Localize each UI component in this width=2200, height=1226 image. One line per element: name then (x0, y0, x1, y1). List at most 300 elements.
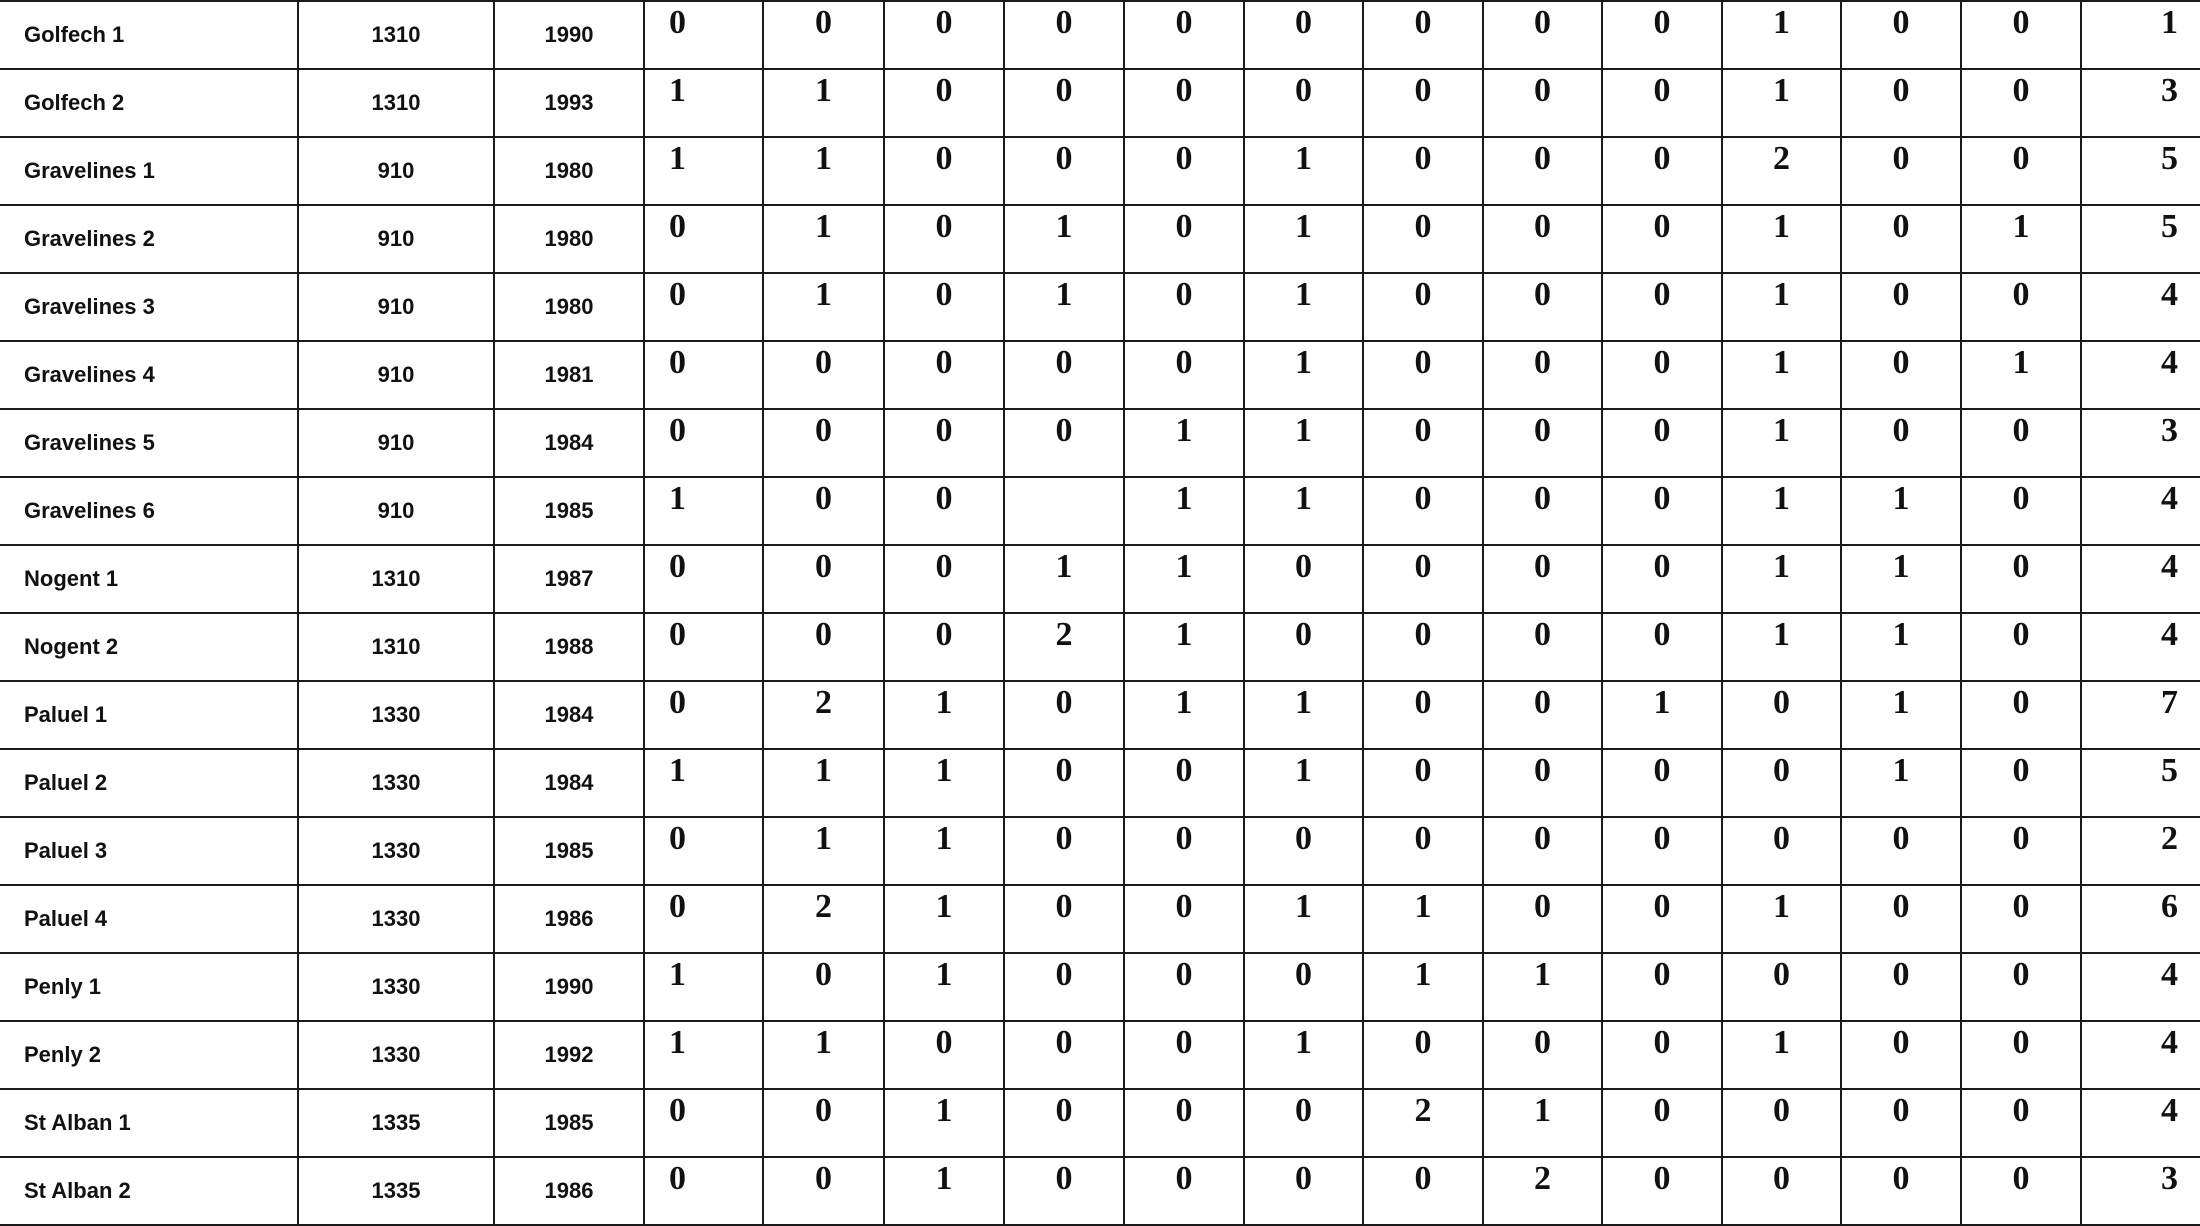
reactor-name-cell: Golfech 2 (0, 69, 298, 137)
commission-year-cell: 1980 (494, 137, 644, 205)
count-cell: 0 (1483, 885, 1602, 953)
power-mw-cell: 1335 (298, 1157, 494, 1225)
total-cell: 1 (2081, 1, 2200, 69)
count-cell: 0 (1363, 681, 1483, 749)
count-cell: 0 (1004, 69, 1124, 137)
count-cell: 0 (1602, 409, 1722, 477)
count-cell: 1 (1722, 1, 1841, 69)
table-row (0, 1157, 2200, 1225)
reactor-name-cell: Gravelines 4 (0, 341, 298, 409)
count-cell: 0 (1961, 409, 2081, 477)
count-cell: 0 (1961, 273, 2081, 341)
count-cell: 2 (1004, 613, 1124, 681)
reactor-name-cell: St Alban 2 (0, 1157, 298, 1225)
count-cell: 1 (1124, 545, 1244, 613)
table-row (0, 273, 2200, 341)
count-cell: 0 (1483, 477, 1602, 545)
count-cell: 0 (1602, 273, 1722, 341)
count-cell: 2 (763, 885, 884, 953)
power-mw-cell: 1335 (298, 1089, 494, 1157)
count-cell: 0 (1124, 341, 1244, 409)
total-cell: 2 (2081, 817, 2200, 885)
count-cell: 0 (1483, 1, 1602, 69)
total-cell: 7 (2081, 681, 2200, 749)
count-cell: 0 (1602, 1, 1722, 69)
count-cell: 1 (1961, 341, 2081, 409)
count-cell: 0 (1722, 1157, 1841, 1225)
count-cell: 1 (644, 1021, 763, 1089)
total-cell: 4 (2081, 477, 2200, 545)
count-cell: 0 (1363, 1157, 1483, 1225)
count-cell: 0 (1722, 953, 1841, 1021)
count-cell: 0 (1841, 885, 1961, 953)
count-cell: 0 (1244, 1, 1363, 69)
count-cell: 1 (1244, 273, 1363, 341)
count-cell: 1 (884, 817, 1004, 885)
count-cell: 0 (1602, 341, 1722, 409)
count-cell: 0 (1961, 1, 2081, 69)
power-mw-cell: 1330 (298, 885, 494, 953)
power-mw-cell: 1310 (298, 545, 494, 613)
count-cell: 0 (644, 273, 763, 341)
commission-year-cell: 1984 (494, 681, 644, 749)
count-cell: 0 (884, 137, 1004, 205)
count-cell: 1 (763, 817, 884, 885)
count-cell: 0 (884, 545, 1004, 613)
count-cell: 1 (644, 69, 763, 137)
count-cell: 1 (1244, 341, 1363, 409)
count-cell: 0 (1841, 69, 1961, 137)
count-cell: 0 (884, 1, 1004, 69)
count-cell: 0 (1483, 1021, 1602, 1089)
total-cell: 5 (2081, 137, 2200, 205)
count-cell (1004, 477, 1124, 545)
count-cell: 0 (884, 1021, 1004, 1089)
count-cell: 0 (1961, 1021, 2081, 1089)
count-cell: 0 (1004, 749, 1124, 817)
count-cell: 0 (1961, 545, 2081, 613)
reactor-name-cell: Paluel 1 (0, 681, 298, 749)
commission-year-cell: 1985 (494, 817, 644, 885)
count-cell: 0 (1244, 1089, 1363, 1157)
count-cell: 1 (884, 681, 1004, 749)
count-cell: 0 (1841, 1157, 1961, 1225)
count-cell: 0 (644, 1, 763, 69)
count-cell: 1 (644, 477, 763, 545)
count-cell: 0 (1363, 749, 1483, 817)
count-cell: 0 (1483, 817, 1602, 885)
count-cell: 0 (1363, 341, 1483, 409)
commission-year-cell: 1988 (494, 613, 644, 681)
count-cell: 0 (1124, 953, 1244, 1021)
count-cell: 0 (1483, 409, 1602, 477)
count-cell: 0 (1004, 953, 1124, 1021)
count-cell: 1 (1004, 205, 1124, 273)
count-cell: 0 (1124, 1, 1244, 69)
count-cell: 0 (1363, 205, 1483, 273)
total-cell: 5 (2081, 749, 2200, 817)
count-cell: 1 (763, 205, 884, 273)
count-cell: 0 (763, 1089, 884, 1157)
count-cell: 0 (1961, 1157, 2081, 1225)
total-cell: 4 (2081, 613, 2200, 681)
count-cell: 0 (1004, 341, 1124, 409)
total-cell: 4 (2081, 341, 2200, 409)
count-cell: 0 (763, 341, 884, 409)
count-cell: 0 (1602, 749, 1722, 817)
count-cell: 1 (1722, 613, 1841, 681)
count-cell: 0 (1961, 681, 2081, 749)
count-cell: 0 (1124, 1157, 1244, 1225)
count-cell: 0 (1722, 817, 1841, 885)
count-cell: 0 (1363, 273, 1483, 341)
count-cell: 1 (1124, 409, 1244, 477)
count-cell: 2 (1483, 1157, 1602, 1225)
count-cell: 1 (1722, 341, 1841, 409)
count-cell: 1 (1244, 409, 1363, 477)
count-cell: 1 (1004, 545, 1124, 613)
total-cell: 3 (2081, 69, 2200, 137)
count-cell: 0 (1602, 477, 1722, 545)
count-cell: 0 (1124, 69, 1244, 137)
table-row (0, 137, 2200, 205)
count-cell: 0 (1961, 613, 2081, 681)
count-cell: 0 (1004, 1021, 1124, 1089)
count-cell: 0 (1124, 885, 1244, 953)
commission-year-cell: 1981 (494, 341, 644, 409)
count-cell: 1 (1841, 681, 1961, 749)
count-cell: 0 (1363, 545, 1483, 613)
count-cell: 1 (1722, 885, 1841, 953)
count-cell: 0 (1004, 817, 1124, 885)
power-mw-cell: 910 (298, 137, 494, 205)
count-cell: 0 (1961, 817, 2081, 885)
count-cell: 0 (1841, 817, 1961, 885)
count-cell: 0 (1961, 137, 2081, 205)
reactor-name-cell: Gravelines 3 (0, 273, 298, 341)
count-cell: 0 (884, 341, 1004, 409)
reactor-name-cell: Penly 1 (0, 953, 298, 1021)
count-cell: 1 (1961, 205, 2081, 273)
count-cell: 0 (1602, 1157, 1722, 1225)
count-cell: 0 (1483, 545, 1602, 613)
table-row (0, 341, 2200, 409)
table-row (0, 409, 2200, 477)
count-cell: 0 (1602, 205, 1722, 273)
count-cell: 0 (1602, 137, 1722, 205)
total-cell: 4 (2081, 1089, 2200, 1157)
count-cell: 1 (1124, 681, 1244, 749)
count-cell: 0 (1363, 1, 1483, 69)
count-cell: 0 (1363, 613, 1483, 681)
count-cell: 1 (1722, 545, 1841, 613)
count-cell: 1 (1483, 953, 1602, 1021)
count-cell: 0 (1841, 341, 1961, 409)
commission-year-cell: 1980 (494, 273, 644, 341)
count-cell: 0 (763, 1, 884, 69)
count-cell: 0 (644, 1089, 763, 1157)
count-cell: 0 (1602, 1089, 1722, 1157)
count-cell: 1 (1244, 681, 1363, 749)
count-cell: 1 (763, 749, 884, 817)
count-cell: 0 (1602, 545, 1722, 613)
count-cell: 0 (1961, 477, 2081, 545)
count-cell: 0 (1722, 1089, 1841, 1157)
count-cell: 0 (644, 613, 763, 681)
table-row (0, 205, 2200, 273)
count-cell: 1 (1124, 613, 1244, 681)
reactor-name-cell: Penly 2 (0, 1021, 298, 1089)
count-cell: 0 (1124, 1089, 1244, 1157)
commission-year-cell: 1986 (494, 1157, 644, 1225)
reactor-name-cell: Golfech 1 (0, 1, 298, 69)
power-mw-cell: 1330 (298, 749, 494, 817)
commission-year-cell: 1985 (494, 477, 644, 545)
count-cell: 0 (644, 817, 763, 885)
table-row (0, 69, 2200, 137)
count-cell: 1 (1722, 409, 1841, 477)
count-cell: 1 (644, 749, 763, 817)
count-cell: 1 (1841, 545, 1961, 613)
table-row (0, 545, 2200, 613)
count-cell: 0 (1004, 681, 1124, 749)
reactor-name-cell: Gravelines 2 (0, 205, 298, 273)
count-cell: 0 (1483, 205, 1602, 273)
total-cell: 3 (2081, 409, 2200, 477)
count-cell: 0 (1004, 1, 1124, 69)
count-cell: 0 (763, 477, 884, 545)
count-cell: 0 (1483, 69, 1602, 137)
count-cell: 1 (1363, 953, 1483, 1021)
count-cell: 0 (763, 953, 884, 1021)
commission-year-cell: 1993 (494, 69, 644, 137)
count-cell: 0 (1841, 1089, 1961, 1157)
count-cell: 0 (1124, 273, 1244, 341)
table-row (0, 817, 2200, 885)
power-mw-cell: 1330 (298, 953, 494, 1021)
count-cell: 0 (1363, 817, 1483, 885)
commission-year-cell: 1987 (494, 545, 644, 613)
count-cell: 0 (1841, 137, 1961, 205)
commission-year-cell: 1980 (494, 205, 644, 273)
count-cell: 1 (1124, 477, 1244, 545)
count-cell: 1 (884, 1089, 1004, 1157)
count-cell: 0 (1244, 817, 1363, 885)
count-cell: 1 (1483, 1089, 1602, 1157)
count-cell: 0 (1483, 341, 1602, 409)
power-mw-cell: 1310 (298, 1, 494, 69)
table-row (0, 1021, 2200, 1089)
count-cell: 1 (1244, 885, 1363, 953)
count-cell: 0 (1363, 477, 1483, 545)
count-cell: 0 (1124, 1021, 1244, 1089)
count-cell: 0 (1841, 409, 1961, 477)
count-cell: 1 (1004, 273, 1124, 341)
total-cell: 3 (2081, 1157, 2200, 1225)
count-cell: 0 (763, 545, 884, 613)
table-row (0, 885, 2200, 953)
reactor-name-cell: Paluel 4 (0, 885, 298, 953)
count-cell: 1 (884, 1157, 1004, 1225)
count-cell: 1 (1841, 749, 1961, 817)
count-cell: 0 (884, 613, 1004, 681)
count-cell: 1 (644, 137, 763, 205)
commission-year-cell: 1984 (494, 749, 644, 817)
count-cell: 0 (1961, 1089, 2081, 1157)
total-cell: 4 (2081, 1021, 2200, 1089)
count-cell: 0 (763, 409, 884, 477)
total-cell: 5 (2081, 205, 2200, 273)
count-cell: 0 (1363, 137, 1483, 205)
count-cell: 2 (1363, 1089, 1483, 1157)
count-cell: 0 (1483, 273, 1602, 341)
count-cell: 0 (1483, 613, 1602, 681)
total-cell: 4 (2081, 953, 2200, 1021)
count-cell: 0 (1244, 953, 1363, 1021)
count-cell: 0 (1483, 749, 1602, 817)
count-cell: 0 (1961, 953, 2081, 1021)
count-cell: 0 (1124, 749, 1244, 817)
commission-year-cell: 1990 (494, 953, 644, 1021)
count-cell: 0 (644, 409, 763, 477)
count-cell: 0 (763, 613, 884, 681)
count-cell: 1 (644, 953, 763, 1021)
table-row (0, 681, 2200, 749)
count-cell: 0 (644, 341, 763, 409)
count-cell: 0 (1124, 817, 1244, 885)
table-row (0, 477, 2200, 545)
count-cell: 0 (1841, 953, 1961, 1021)
count-cell: 1 (1244, 477, 1363, 545)
count-cell: 0 (1363, 1021, 1483, 1089)
count-cell: 0 (1841, 273, 1961, 341)
power-mw-cell: 1330 (298, 817, 494, 885)
count-cell: 1 (1244, 1021, 1363, 1089)
count-cell: 0 (1602, 817, 1722, 885)
count-cell: 0 (1483, 681, 1602, 749)
count-cell: 0 (1722, 681, 1841, 749)
count-cell: 0 (1602, 1021, 1722, 1089)
count-cell: 0 (1004, 1157, 1124, 1225)
count-cell: 1 (1841, 613, 1961, 681)
power-mw-cell: 910 (298, 341, 494, 409)
reactor-name-cell: Paluel 3 (0, 817, 298, 885)
count-cell: 0 (1841, 205, 1961, 273)
power-mw-cell: 1330 (298, 681, 494, 749)
count-cell: 1 (1722, 69, 1841, 137)
commission-year-cell: 1986 (494, 885, 644, 953)
reactor-name-cell: Nogent 1 (0, 545, 298, 613)
reactor-name-cell: Nogent 2 (0, 613, 298, 681)
count-cell: 0 (1004, 137, 1124, 205)
power-mw-cell: 1310 (298, 69, 494, 137)
count-cell: 0 (1602, 69, 1722, 137)
commission-year-cell: 1990 (494, 1, 644, 69)
count-cell: 0 (1244, 545, 1363, 613)
reactor-name-cell: Gravelines 6 (0, 477, 298, 545)
count-cell: 0 (1004, 1089, 1124, 1157)
count-cell: 0 (1004, 409, 1124, 477)
total-cell: 4 (2081, 273, 2200, 341)
count-cell: 0 (1363, 409, 1483, 477)
count-cell: 1 (1841, 477, 1961, 545)
table-row (0, 1, 2200, 69)
power-mw-cell: 910 (298, 273, 494, 341)
count-cell: 1 (1722, 205, 1841, 273)
count-cell: 0 (1244, 613, 1363, 681)
count-cell: 0 (644, 681, 763, 749)
reactor-name-cell: St Alban 1 (0, 1089, 298, 1157)
count-cell: 0 (1961, 69, 2081, 137)
commission-year-cell: 1985 (494, 1089, 644, 1157)
count-cell: 0 (644, 205, 763, 273)
commission-year-cell: 1984 (494, 409, 644, 477)
count-cell: 0 (1841, 1, 1961, 69)
power-mw-cell: 1330 (298, 1021, 494, 1089)
count-cell: 0 (1124, 137, 1244, 205)
count-cell: 0 (1363, 69, 1483, 137)
count-cell: 0 (884, 205, 1004, 273)
count-cell: 0 (1602, 885, 1722, 953)
count-cell: 0 (1004, 885, 1124, 953)
commission-year-cell: 1992 (494, 1021, 644, 1089)
count-cell: 1 (1244, 205, 1363, 273)
count-cell: 1 (763, 137, 884, 205)
table-row (0, 953, 2200, 1021)
count-cell: 0 (884, 477, 1004, 545)
count-cell: 0 (644, 545, 763, 613)
count-cell: 0 (1244, 1157, 1363, 1225)
count-cell: 1 (763, 1021, 884, 1089)
count-cell: 1 (1602, 681, 1722, 749)
reactor-name-cell: Gravelines 5 (0, 409, 298, 477)
count-cell: 1 (763, 69, 884, 137)
total-cell: 6 (2081, 885, 2200, 953)
count-cell: 0 (1124, 205, 1244, 273)
count-cell: 0 (1961, 885, 2081, 953)
count-cell: 0 (763, 1157, 884, 1225)
count-cell: 1 (1244, 749, 1363, 817)
table-row (0, 613, 2200, 681)
power-mw-cell: 910 (298, 205, 494, 273)
count-cell: 1 (1722, 1021, 1841, 1089)
count-cell: 0 (1244, 69, 1363, 137)
power-mw-cell: 910 (298, 477, 494, 545)
count-cell: 1 (884, 953, 1004, 1021)
table-row (0, 1089, 2200, 1157)
count-cell: 0 (1602, 613, 1722, 681)
count-cell: 1 (1363, 885, 1483, 953)
reactor-name-cell: Paluel 2 (0, 749, 298, 817)
count-cell: 1 (1722, 273, 1841, 341)
count-cell: 0 (1483, 137, 1602, 205)
count-cell: 0 (1961, 749, 2081, 817)
count-cell: 0 (1602, 953, 1722, 1021)
count-cell: 1 (1722, 477, 1841, 545)
reactor-name-cell: Gravelines 1 (0, 137, 298, 205)
power-mw-cell: 1310 (298, 613, 494, 681)
count-cell: 2 (763, 681, 884, 749)
count-cell: 1 (1244, 137, 1363, 205)
count-cell: 0 (884, 273, 1004, 341)
count-cell: 1 (763, 273, 884, 341)
count-cell: 0 (884, 69, 1004, 137)
total-cell: 4 (2081, 545, 2200, 613)
count-cell: 2 (1722, 137, 1841, 205)
count-cell: 0 (1841, 1021, 1961, 1089)
count-cell: 0 (884, 409, 1004, 477)
table-row (0, 749, 2200, 817)
